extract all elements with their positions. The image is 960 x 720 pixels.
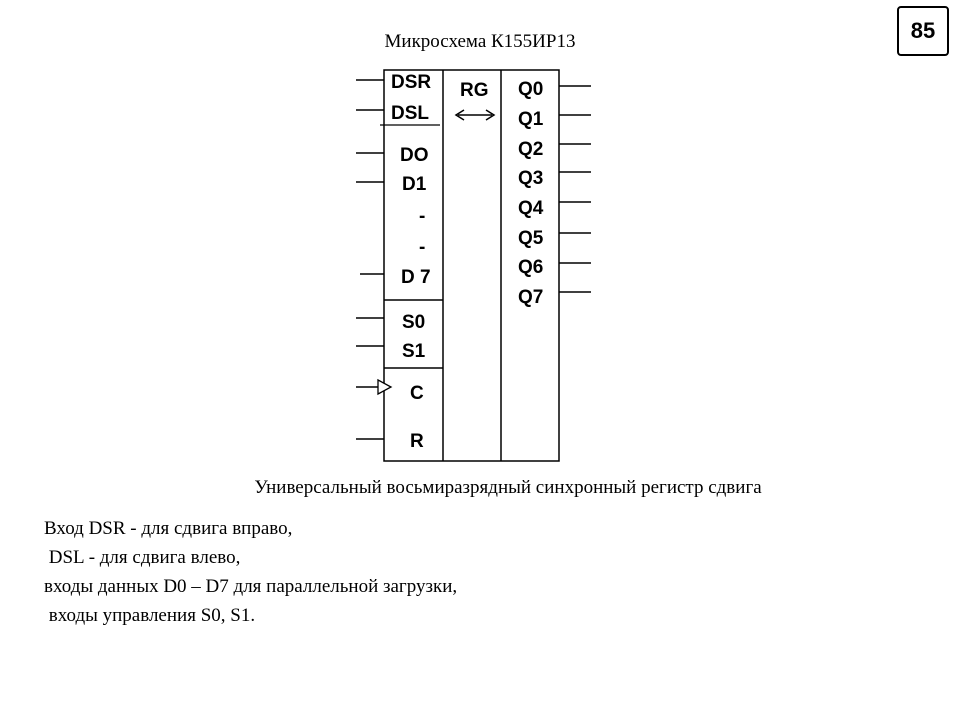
output-label-q1: Q1 bbox=[518, 109, 544, 130]
input-label-s0: S0 bbox=[402, 312, 426, 333]
input-label-dash-1: - bbox=[419, 206, 426, 227]
note-line: Вход DSR - для сдвига вправо, bbox=[44, 518, 293, 539]
description-notes bbox=[44, 514, 457, 630]
note-line: входы управления S0, S1. bbox=[44, 605, 256, 626]
register-label: RG bbox=[460, 80, 489, 101]
output-label-q2: Q2 bbox=[518, 139, 544, 160]
input-label-c: C bbox=[410, 383, 424, 404]
output-label-q3: Q3 bbox=[518, 168, 544, 189]
output-label-q5: Q5 bbox=[518, 228, 544, 249]
input-label-dsr: DSR bbox=[391, 72, 432, 93]
page-number-badge: 85 bbox=[897, 6, 949, 56]
input-label-d7: D 7 bbox=[401, 267, 431, 288]
input-label-d1: D1 bbox=[402, 174, 427, 195]
output-label-q0: Q0 bbox=[518, 79, 544, 100]
input-label-r: R bbox=[410, 431, 424, 452]
input-label-dash-2: - bbox=[419, 237, 426, 258]
input-label-dsl: DSL bbox=[391, 103, 429, 124]
note-line: входы данных D0 – D7 для параллельной загрузки, bbox=[44, 576, 458, 597]
note-line: DSL - для сдвига влево, bbox=[44, 547, 241, 568]
slide-title: Микросхема К155ИР13 bbox=[384, 31, 576, 52]
diagram-caption: Универсальный восьмиразрядный синхронный регистр сдвига bbox=[254, 477, 762, 498]
output-label-q6: Q6 bbox=[518, 257, 544, 278]
output-label-q4: Q4 bbox=[518, 198, 544, 219]
input-label-d0: DO bbox=[400, 145, 429, 166]
input-label-s1: S1 bbox=[402, 341, 426, 362]
bidirectional-arrow-icon bbox=[456, 110, 494, 120]
output-label-q7: Q7 bbox=[518, 287, 544, 308]
